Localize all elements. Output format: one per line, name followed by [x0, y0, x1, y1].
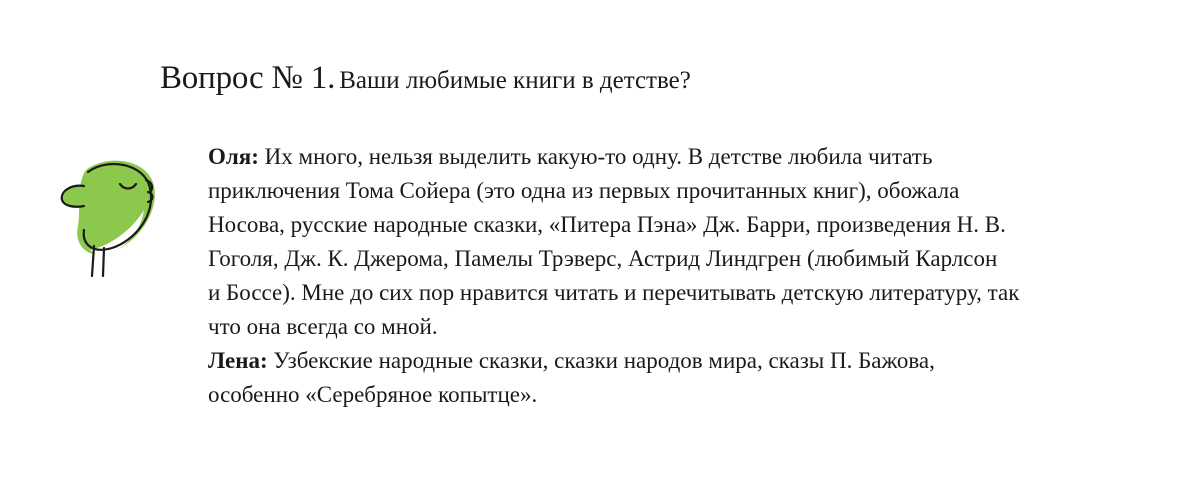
- answer-olya: [208, 140, 1108, 344]
- answer-line: приключения Тома Сойера (это одна из первых прочитанных книг), обожала: [208, 178, 960, 203]
- answer-lena: [208, 344, 1108, 412]
- answers-block: [208, 140, 1108, 412]
- answer-line: Их много, нельзя выделить какую-то одну. В детстве любила читать: [264, 144, 933, 169]
- answer-line: Узбекские народные сказки, сказки народов мира, сказы П. Бажова,: [273, 348, 935, 373]
- bird-icon: [40, 150, 165, 280]
- question-number: Вопрос № 1.: [160, 60, 336, 96]
- answer-line: и Боссе). Мне до сих пор нравится читать и перечитывать детскую литературу, так: [208, 280, 1020, 305]
- answer-line: особенно «Серебряное копытце».: [208, 382, 538, 407]
- answer-line: Носова, русские народные сказки, «Питера Пэна» Дж. Барри, произведения Н. В.: [208, 212, 1006, 237]
- question-text: Ваши любимые книги в детстве?: [339, 67, 691, 94]
- speaker-name: Лена:: [208, 348, 268, 373]
- speaker-name: Оля:: [208, 144, 259, 169]
- answer-line: Гоголя, Дж. К. Джерома, Памелы Трэверс, Астрид Линдгрен (любимый Карлсон: [208, 246, 998, 271]
- answer-line: что она всегда со мной.: [208, 314, 438, 339]
- question-heading: [160, 62, 691, 95]
